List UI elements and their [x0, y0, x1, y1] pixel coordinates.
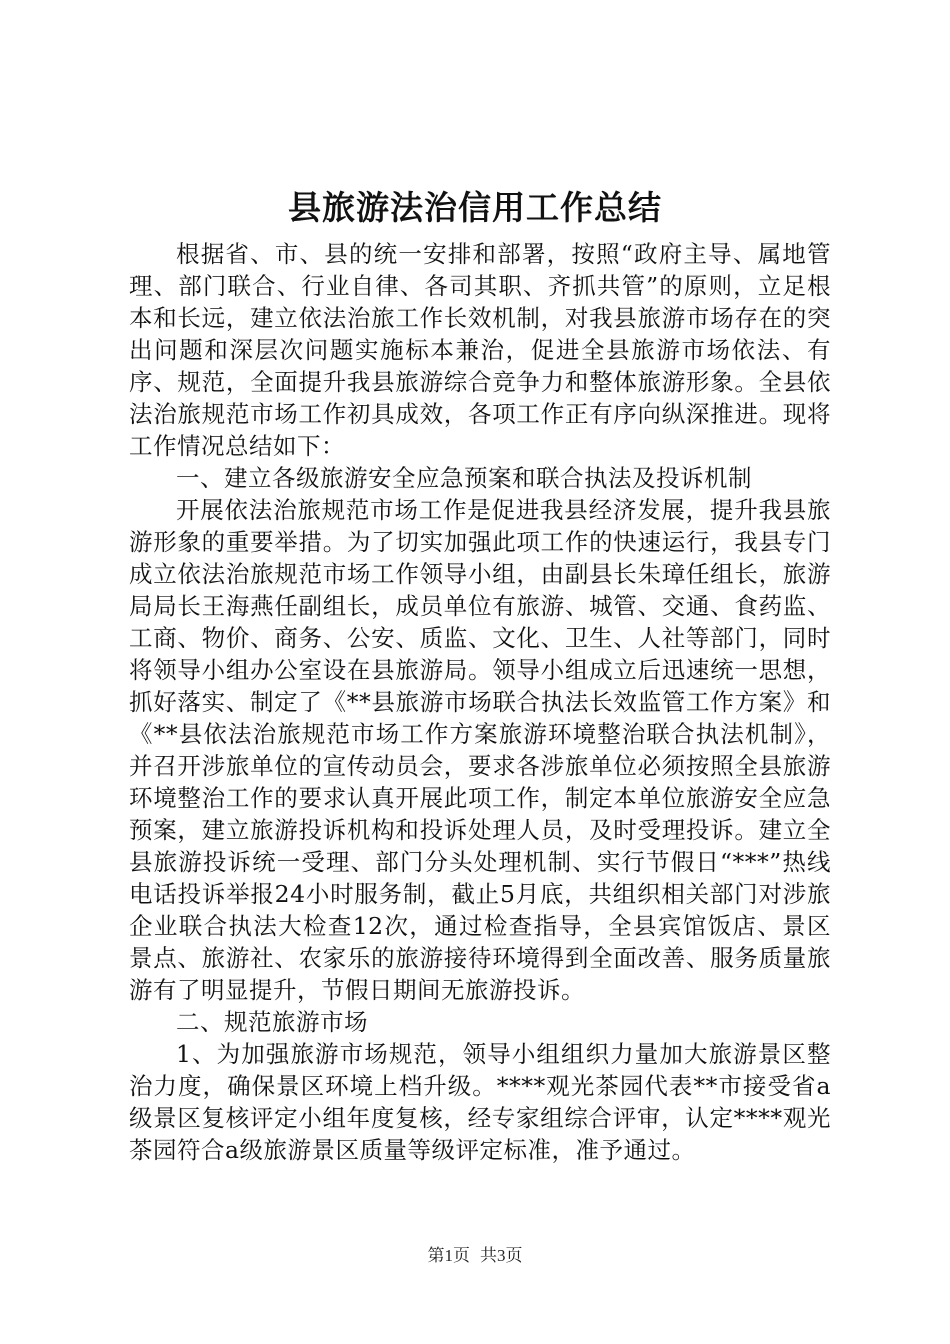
paragraph-section-1: 开展依法治旅规范市场工作是促进我县经济发展，提升我县旅游形象的重要举措。为了切实加强此项工作的快速运行，我县专门成立依法治旅规范市场工作领导小组，由副县长朱璋任组长，旅游局局长王海燕任副组长，成员单位有旅游、城管、交通、食药监、工商、物价、商务、公安、质监、文化、卫生、人社等部门，同时将领导小组办公室设在县旅游局。领导小组成立后迅速统一思想，抓好落实、制定了《**县旅游市场联合执法长效监管工作方案》和《**县依法治旅规范市场工作方案旅游环境整治联合执法机制》，并召开涉旅单位的宣传动员会，要求各涉旅单位必须按照全县旅游环境整治工作的要求认真开展此项工作，制定本单位旅游安全应急预案，建立旅游投诉机构和投诉处理人员，及时受理投诉。建立全县旅游投诉统一受理、部门分头处理机制、实行节假日“***”热线电话投诉举报24小时服务制，截止5月底，共组织相关部门对涉旅企业联合执法大检查12次，通过检查指导，全县宾馆饭店、景区景点、旅游社、农家乐的旅游接待环境得到全面改善、服务质量旅游有了明显提升，节假日期间无旅游投诉。: [129, 496, 831, 1004]
paragraph-section-2-item-1: 1、为加强旅游市场规范，领导小组组织力量加大旅游景区整治力度，确保景区环境上档升级。****观光茶园代表**市接受省a级景区复核评定小组年度复核，经专家组综合评审，认定****观光茶园符合a级旅游景区质量等级评定标准，准予通过。: [129, 1040, 831, 1164]
page-footer: [0, 1244, 950, 1268]
page-number: 第1页: [427, 1246, 470, 1265]
document-title: 县旅游法治信用工作总结: [288, 188, 662, 227]
section-heading-1: 一、建立各级旅游安全应急预案和联合执法及投诉机制: [176, 464, 752, 492]
page-total: 共3页: [480, 1246, 523, 1265]
paragraph-intro: 根据省、市、县的统一安排和部署，按照“政府主导、属地管理、部门联合、行业自律、各司其职、齐抓共管”的原则，立足根本和长远，建立依法治旅工作长效机制，对我县旅游市场存在的突出问题和深层次问题实施标本兼治，促进全县旅游市场依法、有序、规范，全面提升我县旅游综合竞争力和整体旅游形象。全县依法治旅规范市场工作初具成效，各项工作正有序向纵深推进。现将工作情况总结如下：: [129, 240, 831, 460]
section-heading-2: 二、规范旅游市场: [176, 1008, 368, 1036]
document-body: [129, 238, 831, 1166]
